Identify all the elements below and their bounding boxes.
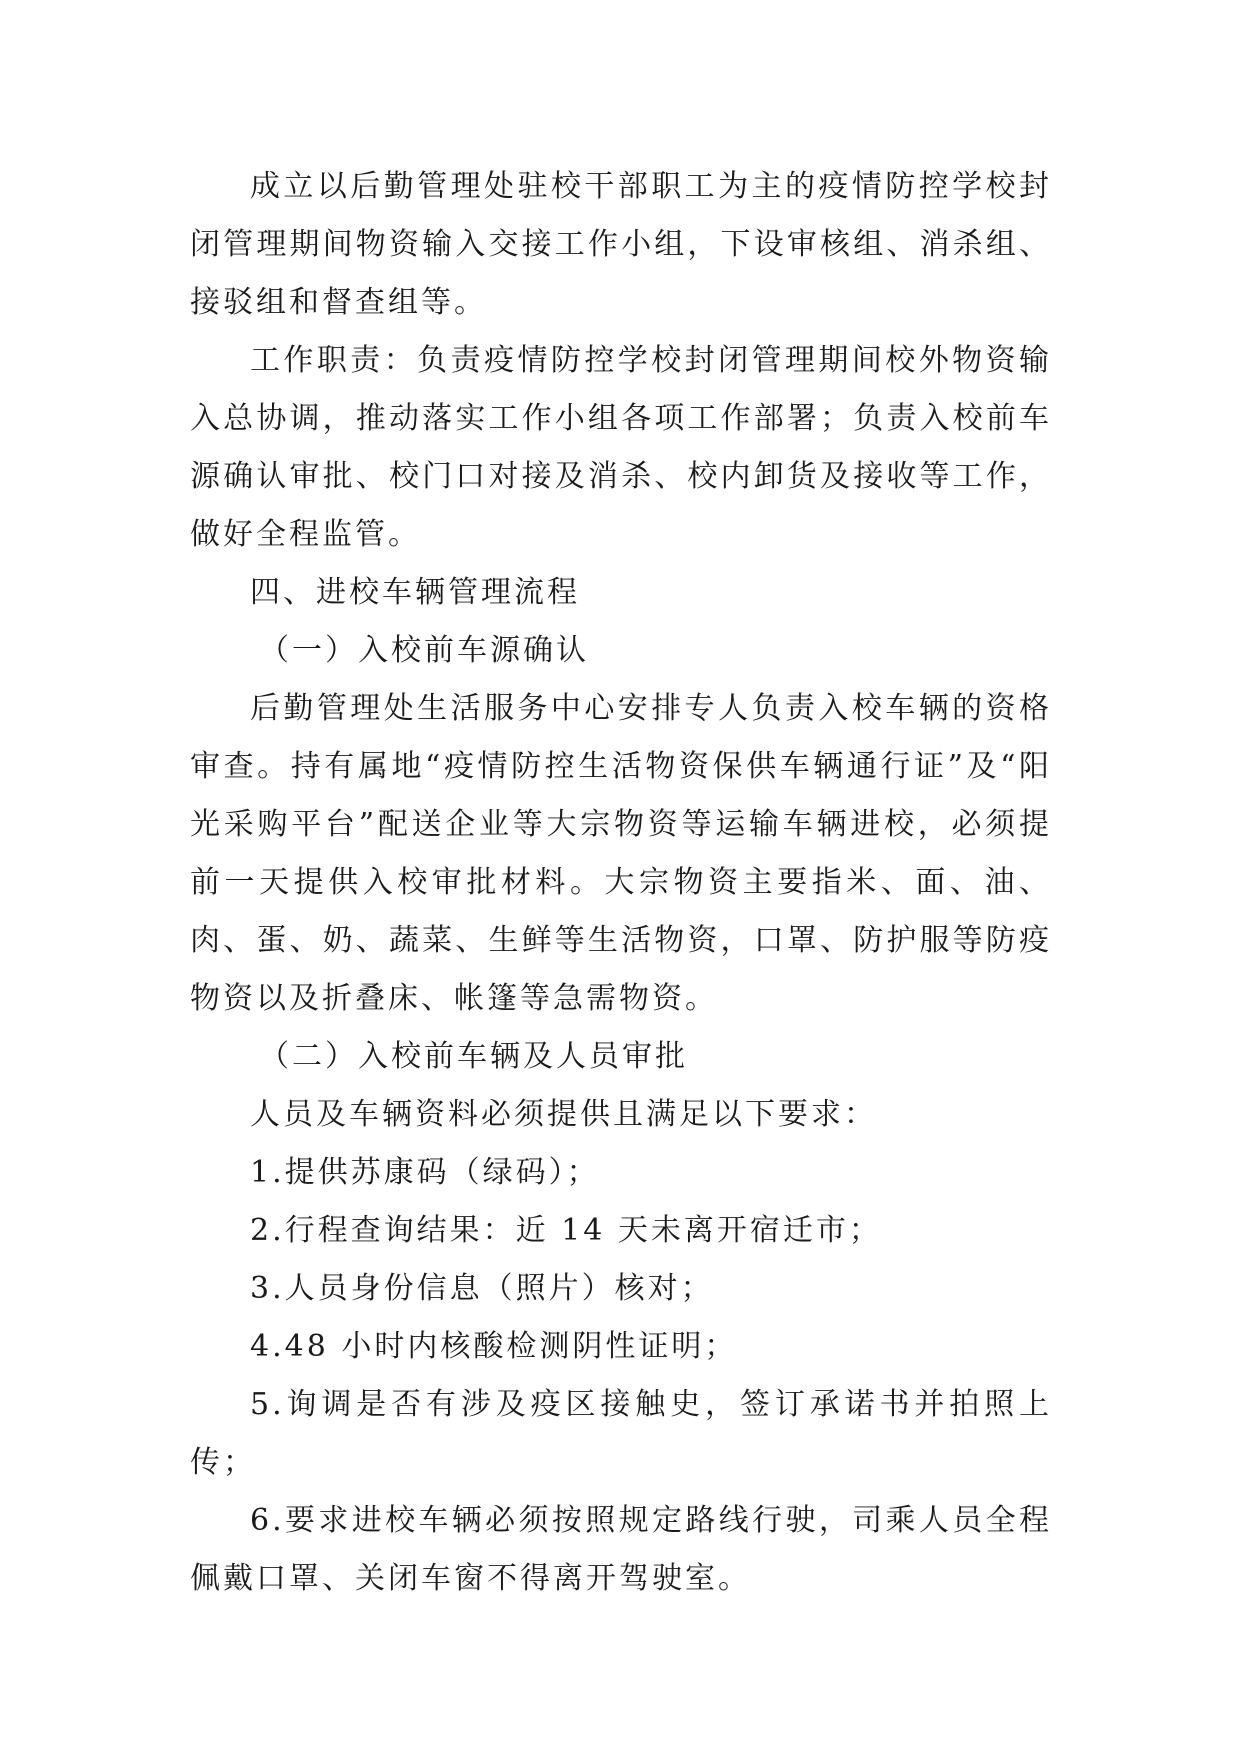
section-heading-vehicle-process: 四、进校车辆管理流程 <box>250 575 580 610</box>
paragraph-qualification-review: 后勤管理处生活服务中心安排专人负责入校车辆的资格审查。持有属地“疫情防控生活物资保供车辆通行证”及“阳光采购平台”配送企业等大宗物资等运输车辆进校，必须提前一天提供入校审批材料。大宗物资主要指米、面、油、肉、蛋、奶、蔬菜、生鲜等生活物资，口罩、防护服等防疫物资以及折叠床、帐篷等急需物资。 <box>190 691 1052 1016</box>
list-item-route-rules: 6.要求进校车辆必须按照规定路线行驶，司乘人员全程佩戴口罩、关闭车窗不得离开驾驶室。 <box>190 1503 1052 1596</box>
list-item-nucleic-test: 4.48 小时内核酸检测阴性证明； <box>250 1329 738 1364</box>
subsection-heading-approval: （二）入校前车辆及人员审批 <box>259 1039 688 1074</box>
paragraph-duties: 工作职责：负责疫情防控学校封闭管理期间校外物资输入总协调，推动落实工作小组各项工作部署；负责入校前车源确认审批、校门口对接及消杀、校内卸货及接收等工作，做好全程监管。 <box>190 343 1052 552</box>
list-item-contact-history: 5.询调是否有涉及疫区接触史，签订承诺书并拍照上传； <box>190 1387 1052 1480</box>
paragraph-requirements-intro: 人员及车辆资料必须提供且满足以下要求： <box>250 1097 877 1132</box>
document-body <box>190 158 1052 1608</box>
list-item-travel-record: 2.行程查询结果：近 14 天未离开宿迁市； <box>250 1213 882 1248</box>
list-item-health-code: 1.提供苏康码（绿码）； <box>250 1155 600 1190</box>
list-item-identity-check: 3.人员身份信息（照片）核对； <box>250 1271 714 1306</box>
paragraph-working-group: 成立以后勤管理处驻校干部职工为主的疫情防控学校封闭管理期间物资输入交接工作小组，下设审核组、消杀组、接驳组和督查组等。 <box>190 169 1052 320</box>
subsection-heading-vehicle-confirmation: （一）入校前车源确认 <box>259 633 589 668</box>
